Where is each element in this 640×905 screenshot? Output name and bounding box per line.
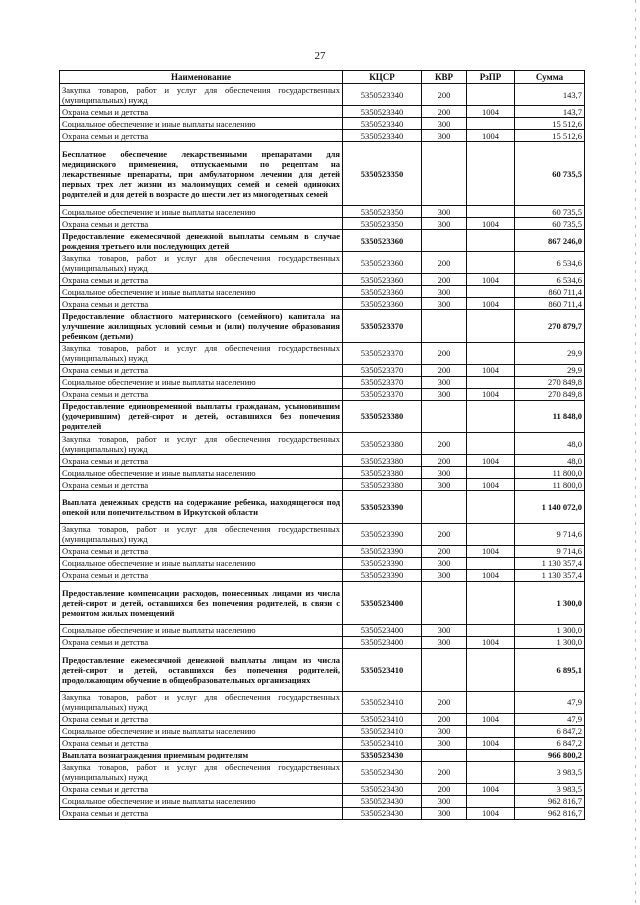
cell-rzpr: 1004	[467, 106, 515, 118]
cell-rzpr	[467, 206, 515, 218]
cell-name: Выплата вознаграждения приемным родителям	[60, 749, 343, 761]
cell-name: Предоставление единовременной выплаты гражданам, усыновившим (удочерившим) детей-сирот и детей, оставшихся без попечения родителей	[60, 400, 343, 433]
table-row	[60, 807, 585, 819]
cell-sum: 15 512,6	[515, 130, 585, 142]
cell-kcsr: 5350523370	[343, 364, 422, 376]
cell-kvr: 300	[422, 118, 467, 130]
cell-sum: 48,0	[515, 455, 585, 467]
cell-kcsr: 5350523360	[343, 252, 422, 274]
cell-kvr: 300	[422, 569, 467, 581]
cell-kcsr: 5350523390	[343, 545, 422, 557]
cell-rzpr: 1004	[467, 388, 515, 400]
cell-kvr: 300	[422, 636, 467, 648]
cell-rzpr	[467, 400, 515, 433]
cell-kcsr: 5350523340	[343, 84, 422, 106]
cell-kvr: 300	[422, 467, 467, 479]
cell-rzpr: 1004	[467, 569, 515, 581]
cell-rzpr	[467, 84, 515, 106]
header-rzpr: РзПР	[467, 71, 515, 84]
cell-kcsr: 5350523430	[343, 761, 422, 783]
table-header	[60, 71, 585, 84]
cell-kcsr: 5350523360	[343, 274, 422, 286]
cell-rzpr: 1004	[467, 274, 515, 286]
cell-name: Охрана семьи и детства	[60, 388, 343, 400]
cell-rzpr	[467, 691, 515, 713]
cell-rzpr	[467, 230, 515, 252]
cell-sum: 11 848,0	[515, 400, 585, 433]
cell-kcsr: 5350523370	[343, 388, 422, 400]
cell-sum: 9 714,6	[515, 523, 585, 545]
cell-rzpr: 1004	[467, 545, 515, 557]
cell-sum: 60 735,5	[515, 206, 585, 218]
cell-rzpr	[467, 376, 515, 388]
cell-sum: 3 983,5	[515, 761, 585, 783]
cell-sum: 1 300,0	[515, 636, 585, 648]
cell-sum: 143,7	[515, 106, 585, 118]
cell-kvr: 200	[422, 545, 467, 557]
cell-name: Охрана семьи и детства	[60, 737, 343, 749]
cell-rzpr: 1004	[467, 218, 515, 230]
table-row	[60, 130, 585, 142]
table-row-section	[60, 400, 585, 433]
cell-name: Социальное обеспечение и иные выплаты населению	[60, 467, 343, 479]
cell-rzpr	[467, 491, 515, 524]
cell-name: Социальное обеспечение и иные выплаты населению	[60, 725, 343, 737]
cell-kcsr: 5350523390	[343, 569, 422, 581]
table-row	[60, 286, 585, 298]
cell-kvr: 200	[422, 84, 467, 106]
cell-kcsr: 5350523360	[343, 230, 422, 252]
cell-sum: 270 849,8	[515, 388, 585, 400]
cell-kcsr: 5350523360	[343, 286, 422, 298]
cell-name: Предоставление ежемесячной денежной выплаты семьям в случае рождения третьего или последующих детей	[60, 230, 343, 252]
cell-kvr: 300	[422, 725, 467, 737]
cell-kvr: 300	[422, 298, 467, 310]
header-kvr: КВР	[422, 71, 467, 84]
cell-rzpr	[467, 624, 515, 636]
header-kcsr: КЦСР	[343, 71, 422, 84]
table-row	[60, 783, 585, 795]
table-row	[60, 691, 585, 713]
cell-sum: 29,9	[515, 364, 585, 376]
cell-kvr: 200	[422, 106, 467, 118]
cell-kcsr: 5350523410	[343, 691, 422, 713]
cell-kvr: 300	[422, 807, 467, 819]
budget-table	[59, 70, 585, 820]
cell-rzpr: 1004	[467, 455, 515, 467]
cell-rzpr	[467, 252, 515, 274]
cell-sum: 60 735,5	[515, 218, 585, 230]
cell-rzpr: 1004	[467, 713, 515, 725]
cell-name: Социальное обеспечение и иные выплаты населению	[60, 624, 343, 636]
cell-kcsr: 5350523390	[343, 491, 422, 524]
cell-name: Предоставление ежемесячной денежной выплаты лицам из числа детей-сирот и детей, оставшихся без попечения родителей, продолжающим обучение в общеобразовательных организациях	[60, 648, 343, 691]
cell-sum: 270 849,8	[515, 376, 585, 388]
cell-kcsr: 5350523350	[343, 218, 422, 230]
cell-kvr: 300	[422, 206, 467, 218]
cell-kvr: 200	[422, 783, 467, 795]
cell-name: Социальное обеспечение и иные выплаты населению	[60, 206, 343, 218]
cell-rzpr	[467, 342, 515, 364]
cell-rzpr	[467, 581, 515, 624]
table-row	[60, 467, 585, 479]
cell-kvr: 200	[422, 274, 467, 286]
cell-kcsr: 5350523410	[343, 648, 422, 691]
cell-kvr	[422, 310, 467, 343]
table-row	[60, 206, 585, 218]
cell-name: Охрана семьи и детства	[60, 545, 343, 557]
table-row-section	[60, 230, 585, 252]
cell-name: Закупка товаров, работ и услуг для обеспечения государственных (муниципальных) нужд	[60, 342, 343, 364]
cell-kvr	[422, 581, 467, 624]
cell-kcsr: 5350523430	[343, 807, 422, 819]
cell-name: Закупка товаров, работ и услуг для обеспечения государственных (муниципальных) нужд	[60, 691, 343, 713]
cell-name: Охрана семьи и детства	[60, 364, 343, 376]
page-number: 27	[314, 50, 326, 62]
cell-kcsr: 5350523430	[343, 783, 422, 795]
cell-sum: 270 879,7	[515, 310, 585, 343]
cell-name: Социальное обеспечение и иные выплаты населению	[60, 557, 343, 569]
cell-sum: 60 735,5	[515, 142, 585, 206]
cell-name: Предоставление областного материнского (семейного) капитала на улучшение жилищных условий семьи и (или) получение образования ребенком (детьми)	[60, 310, 343, 343]
cell-name: Социальное обеспечение и иные выплаты населению	[60, 118, 343, 130]
cell-kvr	[422, 230, 467, 252]
table-row	[60, 106, 585, 118]
cell-sum: 6 534,6	[515, 274, 585, 286]
cell-kcsr: 5350523430	[343, 795, 422, 807]
table-row	[60, 342, 585, 364]
cell-sum: 867 246,0	[515, 230, 585, 252]
cell-rzpr	[467, 286, 515, 298]
cell-rzpr	[467, 433, 515, 455]
table-row	[60, 737, 585, 749]
cell-kcsr: 5350523380	[343, 479, 422, 491]
cell-name: Закупка товаров, работ и услуг для обеспечения государственных (муниципальных) нужд	[60, 252, 343, 274]
cell-sum: 1 300,0	[515, 624, 585, 636]
table-row	[60, 557, 585, 569]
cell-sum: 6 847,2	[515, 737, 585, 749]
table-row	[60, 274, 585, 286]
table-row	[60, 376, 585, 388]
cell-kvr	[422, 749, 467, 761]
table-row	[60, 713, 585, 725]
table-row	[60, 795, 585, 807]
table-row-section	[60, 648, 585, 691]
cell-rzpr	[467, 761, 515, 783]
cell-kcsr: 5350523410	[343, 737, 422, 749]
cell-name: Охрана семьи и детства	[60, 569, 343, 581]
cell-kcsr: 5350523400	[343, 636, 422, 648]
table-row	[60, 725, 585, 737]
table-row	[60, 636, 585, 648]
cell-rzpr	[467, 467, 515, 479]
cell-rzpr: 1004	[467, 479, 515, 491]
table-row-section	[60, 142, 585, 206]
cell-rzpr	[467, 749, 515, 761]
cell-sum: 3 983,5	[515, 783, 585, 795]
cell-rzpr: 1004	[467, 364, 515, 376]
table-row	[60, 118, 585, 130]
cell-name: Охрана семьи и детства	[60, 455, 343, 467]
cell-rzpr: 1004	[467, 783, 515, 795]
cell-name: Социальное обеспечение и иные выплаты населению	[60, 286, 343, 298]
cell-kcsr: 5350523340	[343, 130, 422, 142]
cell-rzpr	[467, 795, 515, 807]
cell-kcsr: 5350523390	[343, 523, 422, 545]
table-row	[60, 479, 585, 491]
cell-kcsr: 5350523380	[343, 455, 422, 467]
cell-name: Закупка товаров, работ и услуг для обеспечения государственных (муниципальных) нужд	[60, 433, 343, 455]
cell-sum: 1 300,0	[515, 581, 585, 624]
cell-rzpr	[467, 523, 515, 545]
cell-sum: 962 816,7	[515, 807, 585, 819]
cell-sum: 11 800,0	[515, 467, 585, 479]
cell-name: Закупка товаров, работ и услуг для обеспечения государственных (муниципальных) нужд	[60, 761, 343, 783]
table-row	[60, 569, 585, 581]
cell-rzpr: 1004	[467, 298, 515, 310]
cell-rzpr: 1004	[467, 807, 515, 819]
cell-rzpr	[467, 725, 515, 737]
cell-name: Охрана семьи и детства	[60, 783, 343, 795]
cell-sum: 47,9	[515, 691, 585, 713]
cell-kvr: 300	[422, 376, 467, 388]
cell-sum: 29,9	[515, 342, 585, 364]
cell-name: Охрана семьи и детства	[60, 807, 343, 819]
cell-sum: 47,9	[515, 713, 585, 725]
cell-sum: 9 714,6	[515, 545, 585, 557]
cell-sum: 860 711,4	[515, 298, 585, 310]
table-row	[60, 545, 585, 557]
cell-rzpr: 1004	[467, 130, 515, 142]
cell-kcsr: 5350523390	[343, 557, 422, 569]
cell-kcsr: 5350523410	[343, 725, 422, 737]
cell-kvr: 200	[422, 691, 467, 713]
cell-kcsr: 5350523400	[343, 581, 422, 624]
cell-sum: 11 800,0	[515, 479, 585, 491]
table-row	[60, 523, 585, 545]
cell-rzpr	[467, 118, 515, 130]
cell-name: Охрана семьи и детства	[60, 106, 343, 118]
cell-sum: 860 711,4	[515, 286, 585, 298]
cell-kvr: 200	[422, 252, 467, 274]
cell-kcsr: 5350523380	[343, 433, 422, 455]
cell-kvr: 300	[422, 218, 467, 230]
cell-sum: 6 895,1	[515, 648, 585, 691]
cell-kcsr: 5350523340	[343, 106, 422, 118]
cell-kvr: 300	[422, 130, 467, 142]
cell-sum: 48,0	[515, 433, 585, 455]
cell-kcsr: 5350523380	[343, 400, 422, 433]
cell-name: Охрана семьи и детства	[60, 298, 343, 310]
cell-kvr	[422, 400, 467, 433]
cell-name: Социальное обеспечение и иные выплаты населению	[60, 376, 343, 388]
cell-kcsr: 5350523370	[343, 310, 422, 343]
cell-kvr: 200	[422, 364, 467, 376]
scan-edge-artifact	[635, 0, 636, 905]
table-body	[60, 84, 585, 820]
cell-kcsr: 5350523340	[343, 118, 422, 130]
table-row-section	[60, 491, 585, 524]
cell-kcsr: 5350523410	[343, 713, 422, 725]
cell-kvr	[422, 142, 467, 206]
cell-kvr	[422, 648, 467, 691]
cell-kvr: 300	[422, 388, 467, 400]
cell-kvr: 300	[422, 479, 467, 491]
cell-kcsr: 5350523400	[343, 624, 422, 636]
table-row	[60, 388, 585, 400]
cell-name: Социальное обеспечение и иные выплаты населению	[60, 795, 343, 807]
cell-sum: 966 800,2	[515, 749, 585, 761]
cell-sum: 15 512,6	[515, 118, 585, 130]
cell-kvr: 200	[422, 713, 467, 725]
cell-name: Охрана семьи и детства	[60, 636, 343, 648]
cell-kvr: 300	[422, 557, 467, 569]
cell-kvr: 300	[422, 624, 467, 636]
table-row-section	[60, 310, 585, 343]
cell-kvr: 200	[422, 433, 467, 455]
cell-rzpr: 1004	[467, 636, 515, 648]
cell-name: Выплата денежных средств на содержание ребенка, находящегося под опекой или попечительством в Иркутской области	[60, 491, 343, 524]
cell-sum: 6 534,6	[515, 252, 585, 274]
table-row	[60, 433, 585, 455]
cell-name: Закупка товаров, работ и услуг для обеспечения государственных (муниципальных) нужд	[60, 84, 343, 106]
header-name: Наименование	[60, 71, 343, 84]
cell-rzpr	[467, 648, 515, 691]
cell-sum: 143,7	[515, 84, 585, 106]
table-row	[60, 624, 585, 636]
cell-kcsr: 5350523350	[343, 142, 422, 206]
cell-kcsr: 5350523370	[343, 342, 422, 364]
cell-name: Предоставление компенсации расходов, понесенных лицами из числа детей-сирот и детей, оставшихся без попечения родителей, в связи с ремонтом жилых помещений	[60, 581, 343, 624]
cell-kcsr: 5350523430	[343, 749, 422, 761]
cell-sum: 1 140 072,0	[515, 491, 585, 524]
cell-kvr: 300	[422, 286, 467, 298]
table-row	[60, 761, 585, 783]
table-row	[60, 298, 585, 310]
cell-name: Закупка товаров, работ и услуг для обеспечения государственных (муниципальных) нужд	[60, 523, 343, 545]
cell-kvr: 200	[422, 455, 467, 467]
header-sum: Сумма	[515, 71, 585, 84]
cell-name: Охрана семьи и детства	[60, 479, 343, 491]
cell-name: Охрана семьи и детства	[60, 713, 343, 725]
cell-rzpr	[467, 142, 515, 206]
cell-kvr: 200	[422, 342, 467, 364]
cell-name: Охрана семьи и детства	[60, 130, 343, 142]
cell-kvr: 300	[422, 737, 467, 749]
cell-kcsr: 5350523360	[343, 298, 422, 310]
cell-kvr	[422, 491, 467, 524]
cell-name: Охрана семьи и детства	[60, 274, 343, 286]
cell-name: Бесплатное обеспечение лекарственными препаратами для медицинского применения, отпускаемыми по рецептам на лекарственные препараты, при амбулаторном лечении для детей первых трех лет жизни из малоимущих семей и семей одиноких родителей и для детей в возрасте до шести лет из многодетных семей	[60, 142, 343, 206]
table-row	[60, 455, 585, 467]
cell-rzpr	[467, 310, 515, 343]
cell-kvr: 200	[422, 761, 467, 783]
cell-sum: 1 130 357,4	[515, 569, 585, 581]
table-row	[60, 252, 585, 274]
cell-name: Охрана семьи и детства	[60, 218, 343, 230]
cell-rzpr	[467, 557, 515, 569]
cell-sum: 6 847,2	[515, 725, 585, 737]
table-row-section	[60, 581, 585, 624]
table-row-section	[60, 749, 585, 761]
table-row	[60, 218, 585, 230]
table-row	[60, 364, 585, 376]
table-row	[60, 84, 585, 106]
cell-sum: 962 816,7	[515, 795, 585, 807]
cell-kcsr: 5350523380	[343, 467, 422, 479]
cell-kcsr: 5350523370	[343, 376, 422, 388]
cell-kvr: 300	[422, 795, 467, 807]
cell-rzpr: 1004	[467, 737, 515, 749]
cell-kvr: 200	[422, 523, 467, 545]
cell-kcsr: 5350523350	[343, 206, 422, 218]
cell-sum: 1 130 357,4	[515, 557, 585, 569]
